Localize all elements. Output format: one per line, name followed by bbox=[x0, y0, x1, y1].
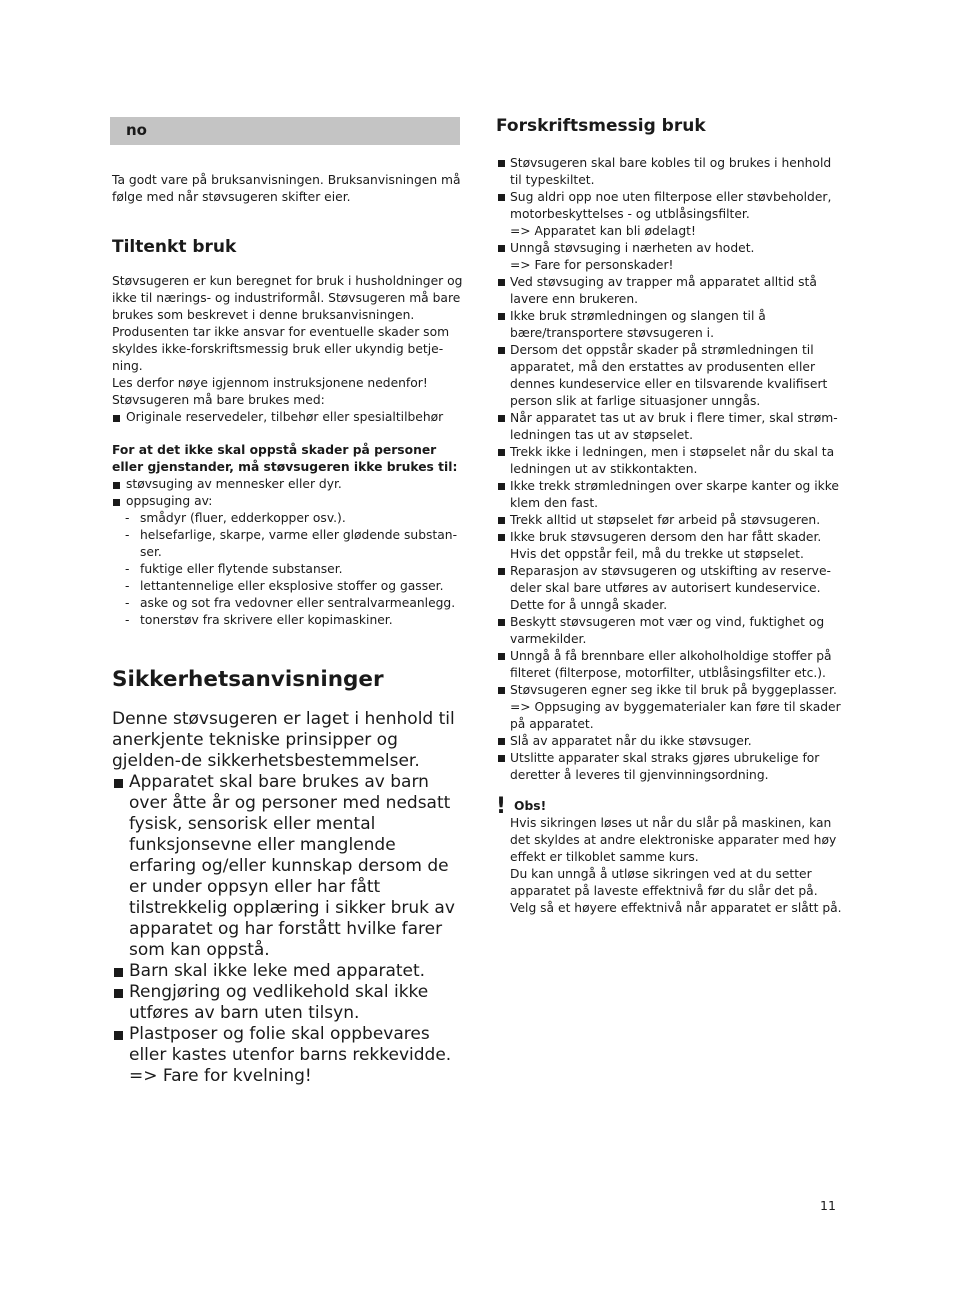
list-item-note: => Oppsuging av byggematerialer kan føre til skader på apparatet. bbox=[510, 700, 841, 731]
obs-text: Hvis sikringen løses ut når du slår på maskinen, kan det skyldes at andre elektroniske apparater med høy effekt er tilkoblet samme kurs. bbox=[510, 816, 837, 864]
list-item bbox=[496, 648, 846, 682]
list-item bbox=[496, 682, 846, 733]
exclamation-icon: ! bbox=[496, 794, 507, 819]
left-column bbox=[112, 172, 464, 1087]
safety-intro: Denne støvsugeren er laget i henhold til anerkjente tekniske prinsipper og gjelden-de sikkerhetsbestemmelser. bbox=[112, 709, 455, 771]
safety-section bbox=[112, 709, 464, 1087]
list-item-text: Slå av apparatet når du ikke støvsuger. bbox=[510, 734, 752, 748]
warning-text: For at det ikke skal oppstå skader på personer eller gjenstander, må støvsugeren ikke brukes til: bbox=[112, 443, 458, 474]
list-item bbox=[496, 444, 846, 478]
right-column bbox=[496, 116, 846, 917]
list-item-text: Støvsugeren egner seg ikke til bruk på byggeplasser. bbox=[510, 683, 837, 697]
safety-list bbox=[112, 772, 464, 1087]
obs-title: Obs! bbox=[514, 799, 547, 813]
list-item bbox=[496, 750, 846, 784]
list-item-text: Sug aldri opp noe uten filterpose eller støvbeholder, motorbeskyttelses - og utblåsingsfilter. bbox=[510, 190, 832, 221]
list-item-note: => Fare for personskader! bbox=[510, 258, 674, 272]
safety-heading: Sikkerhetsanvisninger bbox=[112, 667, 384, 692]
language-bar bbox=[110, 117, 460, 145]
list-item bbox=[496, 614, 846, 648]
sub-list bbox=[112, 510, 464, 629]
list-item-note: => Fare for kvelning! bbox=[129, 1066, 312, 1086]
obs-note bbox=[496, 794, 846, 917]
list-item bbox=[496, 240, 846, 274]
parts-list bbox=[112, 409, 464, 426]
list-item: - fuktige eller flytende substanser. bbox=[112, 561, 464, 578]
list-item: Barn skal ikke leke med apparatet. bbox=[112, 961, 464, 982]
list-item-text: Trekk alltid ut støpselet før arbeid på støvsugeren. bbox=[510, 513, 821, 527]
list-item bbox=[496, 410, 846, 444]
language-code: no bbox=[126, 121, 147, 139]
intro-text: Ta godt vare på bruksanvisningen. Bruksanvisningen må følge med når støvsugeren skifter eier. bbox=[112, 173, 461, 204]
list-item bbox=[112, 1024, 464, 1087]
list-item bbox=[496, 155, 846, 189]
list-item-text: Ikke trekk strømledningen over skarpe kanter og ikke klem den fast. bbox=[510, 479, 840, 510]
list-item-text: Reparasjon av støvsugeren og utskifting av reserve-deler skal bare utføres av autorisert kundeservice. Dette for å unngå skader. bbox=[510, 564, 831, 612]
list-item bbox=[496, 512, 846, 529]
proper-use-list bbox=[496, 155, 846, 784]
list-item-text: Utslitte apparater skal straks gjøres ubrukelige for deretter å leveres til gjenvinningsordning. bbox=[510, 751, 820, 782]
list-item-text: Beskytt støvsugeren mot vær og vind, fuktighet og varmekilder. bbox=[510, 615, 825, 646]
list-item-text: Plastposer og folie skal oppbevares eller kastes utenfor barns rekkevidde. bbox=[129, 1024, 452, 1065]
list-item bbox=[496, 478, 846, 512]
list-item: Apparatet skal bare brukes av barn over åtte år og personer med nedsatt fysisk, sensorisk eller mental funksjonsevne eller manglende erfaring og/eller kunnskap dersom de er under oppsyn eller har fått tilstrekkelig opplæring i sikker bruk av apparatet og har forstått hvilke farer som kan oppstå. bbox=[112, 772, 464, 961]
list-item: Rengjøring og vedlikehold skal ikke utføres av barn uten tilsyn. bbox=[112, 982, 464, 1024]
not-for-list bbox=[112, 476, 464, 510]
list-item-text: Ikke bruk strømledningen og slangen til å bære/transportere støvsugeren i. bbox=[510, 309, 766, 340]
list-item-text: Ved støvsuging av trapper må apparatet alltid stå lavere enn brukeren. bbox=[510, 275, 817, 306]
read-instructions-text: Les derfor nøye igjennom instruksjonene nedenfor! bbox=[112, 376, 428, 390]
list-item bbox=[496, 342, 846, 410]
list-item: støvsuging av mennesker eller dyr. bbox=[112, 476, 464, 493]
list-item-note: => Apparatet kan bli ødelagt! bbox=[510, 224, 696, 238]
list-item-text: Unngå å få brennbare eller alkoholholdige stoffer på filteret (filterpose, motorfilter, utblåsingsfilter etc.). bbox=[510, 649, 832, 680]
intended-use-paragraph: Støvsugeren er kun beregnet for bruk i husholdninger og ikke til nærings- og industriformål. Støvsugeren må bare brukes som beskrevet i denne bruksanvisningen. Produsenten tar ikke ansvar for eventuelle skader som skyldes ikke-forskriftsmessig bruk eller ukyndig betje-ning. bbox=[112, 274, 463, 373]
list-item bbox=[496, 308, 846, 342]
list-item: oppsuging av: bbox=[112, 493, 464, 510]
list-item: - helsefarlige, skarpe, varme eller glødende substan-ser. bbox=[112, 527, 464, 561]
list-item: - smådyr (fluer, edderkopper osv.). bbox=[112, 510, 464, 527]
list-item: - aske og sot fra vedovner eller sentralvarmeanlegg. bbox=[112, 595, 464, 612]
list-item: Originale reservedeler, tilbehør eller spesialtilbehør bbox=[112, 409, 464, 426]
list-item bbox=[496, 563, 846, 614]
obs-text: Du kan unngå å utløse sikringen ved at du setter apparatet på laveste effektnivå før du slår det på. Velg så et høyere effektnivå når apparatet er slått på. bbox=[510, 867, 842, 915]
list-item bbox=[496, 529, 846, 563]
list-item-text: Støvsugeren skal bare kobles til og brukes i henhold til typeskiltet. bbox=[510, 156, 832, 187]
list-item bbox=[496, 733, 846, 750]
list-item bbox=[496, 189, 846, 240]
proper-use-heading: Forskriftsmessig bruk bbox=[496, 116, 706, 136]
list-item: - tonerstøv fra skrivere eller kopimaskiner. bbox=[112, 612, 464, 629]
list-item-text: Når apparatet tas ut av bruk i flere timer, skal strøm-ledningen tas ut av støpselet. bbox=[510, 411, 838, 442]
intended-use-heading: Tiltenkt bruk bbox=[112, 237, 237, 257]
list-item-text: Ikke bruk støvsugeren dersom den har fått skader. Hvis det oppstår feil, må du trekke ut støpselet. bbox=[510, 530, 822, 561]
list-item-text: Unngå støvsuging i nærheten av hodet. bbox=[510, 241, 755, 255]
list-item bbox=[496, 274, 846, 308]
intended-use-section bbox=[112, 273, 464, 629]
list-item-text: Trekk ikke i ledningen, men i støpselet når du skal ta ledningen ut av stikkontakten. bbox=[510, 445, 835, 476]
use-only-with-text: Støvsugeren må bare brukes med: bbox=[112, 393, 325, 407]
list-item-text: Dersom det oppstår skader på strømledningen til apparatet, må den erstattes av produsenten eller dennes kundeservice eller en tilsvarende kvalifisert person slik at farlige situasjoner unngås. bbox=[510, 343, 828, 408]
list-item: - lettantennelige eller eksplosive stoffer og gasser. bbox=[112, 578, 464, 595]
page-number: 11 bbox=[820, 1198, 836, 1213]
